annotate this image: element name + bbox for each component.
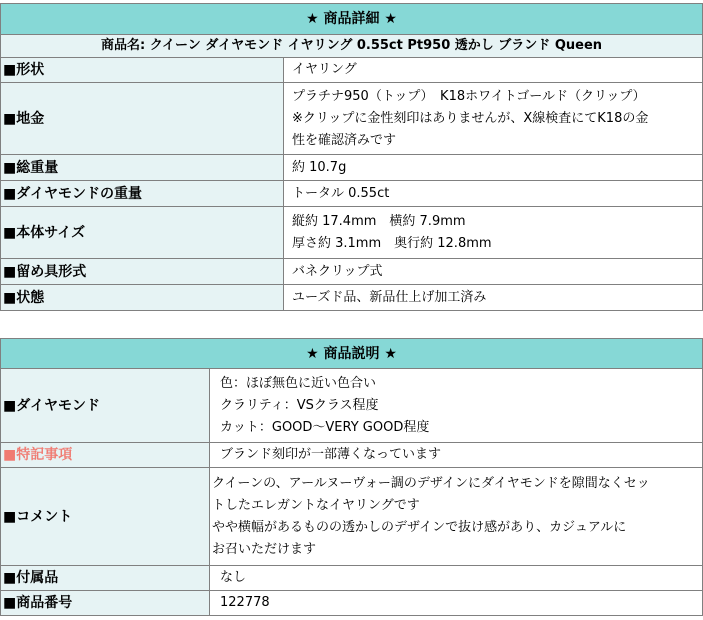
label-metal: ■地金 <box>1 83 284 155</box>
label-diamond: ■ダイヤモンド <box>1 369 210 443</box>
label-condition: ■状態 <box>1 285 284 311</box>
value-clasp: バネクリップ式 <box>284 259 703 285</box>
label-notice: ■特記事項 <box>1 443 210 468</box>
value-notice: ブランド刻印が一部薄くなっています <box>210 443 703 468</box>
value-diamond-weight: トータル 0.55ct <box>284 181 703 207</box>
label-clasp: ■留め具形式 <box>1 259 284 285</box>
value-shape: イヤリング <box>284 58 703 83</box>
value-accessories: なし <box>210 566 703 591</box>
label-accessories: ■付属品 <box>1 566 210 591</box>
value-size: 縦約 17.4mm 横約 7.9mm 厚さ約 3.1mm 奥行約 12.8mm <box>284 207 703 259</box>
value-diamond: 色：ほぼ無色に近い色合い クラリティ：VSクラス程度 カット：GOOD〜VERY GOOD程度 <box>210 369 703 443</box>
value-product-number: 122778 <box>210 591 703 616</box>
product-details-table <box>0 3 703 311</box>
description-header: ★ 商品説明 ★ <box>1 339 703 369</box>
details-header: ★ 商品詳細 ★ <box>1 4 703 35</box>
label-shape: ■形状 <box>1 58 284 83</box>
product-name: 商品名: クイーン ダイヤモンド イヤリング 0.55ct Pt950 透かし ブランド Queen <box>1 35 703 58</box>
value-total-weight: 約 10.7g <box>284 155 703 181</box>
label-product-number: ■商品番号 <box>1 591 210 616</box>
value-comment: クイーンの、アールヌーヴォー調のデザインにダイヤモンドを隙間なくセッ トしたエレガントなイヤリングです やや横幅があるものの透かしのデザインで抜け感があり、カジュアルに お召いただけます <box>210 468 703 566</box>
label-size: ■本体サイズ <box>1 207 284 259</box>
product-description-table <box>0 338 703 616</box>
value-condition: ユーズド品、新品仕上げ加工済み <box>284 285 703 311</box>
label-total-weight: ■総重量 <box>1 155 284 181</box>
value-metal: プラチナ950（トップ） K18ホワイトゴールド（クリップ） ※クリップに金性刻印はありませんが、X線検査にてK18の金 性を確認済みです <box>284 83 703 155</box>
label-comment: ■コメント <box>1 468 210 566</box>
label-diamond-weight: ■ダイヤモンドの重量 <box>1 181 284 207</box>
